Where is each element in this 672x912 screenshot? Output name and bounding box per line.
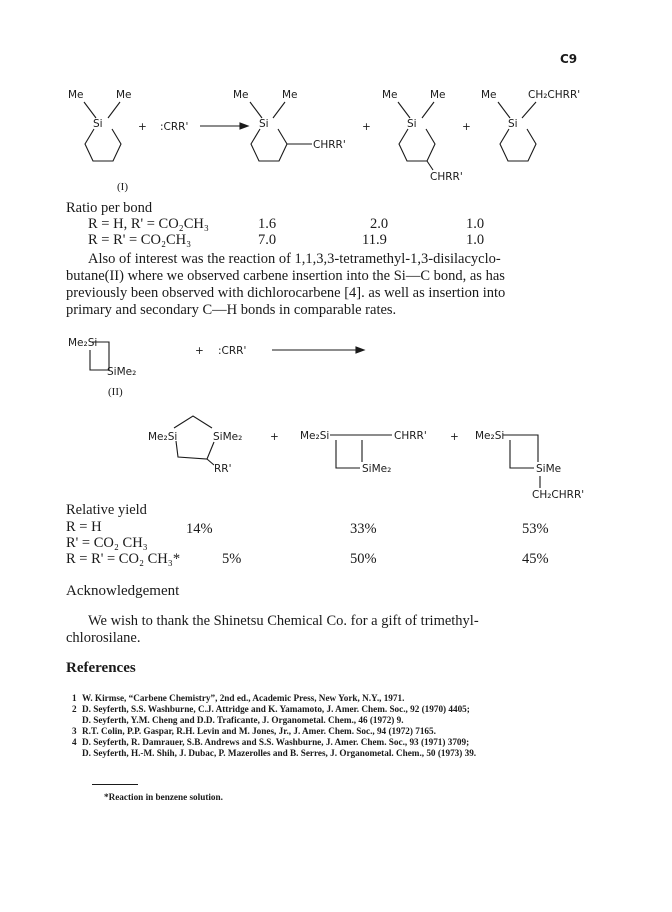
silicon-label: Si bbox=[259, 118, 269, 130]
yield-heading: Relative yield bbox=[66, 502, 147, 518]
yield-value: 33% bbox=[350, 521, 377, 537]
silicon-label: Si bbox=[407, 118, 417, 130]
ratio-heading: Ratio per bond bbox=[66, 200, 153, 216]
substituent-label: SiMe₂ bbox=[107, 366, 137, 378]
ratio-value: 2.0 bbox=[370, 216, 389, 232]
yield-row-label: R = R' = CO₂ CH₃* bbox=[66, 551, 181, 567]
acknowledgement-line: We wish to thank the Shinetsu Chemical Co. for a gift of trimethyl- bbox=[88, 613, 479, 629]
yield-value: 53% bbox=[522, 521, 549, 537]
methyl-label: Me bbox=[282, 89, 298, 101]
carbene-label: :CRR' bbox=[218, 345, 247, 357]
substituent-label: CH₂CHRR' bbox=[528, 89, 581, 101]
acknowledgement-heading: Acknowledgement bbox=[66, 583, 180, 599]
substituent-label: Me₂Si bbox=[68, 337, 98, 349]
reference-line: W. Kirmse, “Carbene Chemistry”, 2nd ed., Academic Press, New York, N.Y., 1971. bbox=[82, 693, 405, 703]
reference-line: R.T. Colin, P.P. Gaspar, R.H. Levin and M. Jones, Jr., J. Amer. Chem. Soc., 94 (1972) 7165. bbox=[82, 726, 436, 736]
substituent-label: CHRR' bbox=[430, 171, 463, 183]
compound-label-i: (I) bbox=[117, 181, 128, 193]
ratio-row-label: R = R' = CO₂CH₃ bbox=[88, 232, 192, 248]
ratio-value: 1.0 bbox=[466, 216, 485, 232]
methyl-label: Me bbox=[233, 89, 249, 101]
methyl-label: Me bbox=[68, 89, 84, 101]
methyl-label: Me bbox=[430, 89, 446, 101]
methyl-label: Me bbox=[382, 89, 398, 101]
methyl-label: Me bbox=[116, 89, 132, 101]
substituent-label: Me₂Si bbox=[300, 430, 330, 442]
acknowledgement-line: chlorosilane. bbox=[66, 630, 141, 646]
substituent-label: RR' bbox=[214, 463, 232, 475]
silicon-label: Si bbox=[93, 118, 103, 130]
reference-line: D. Seyferth, R. Damrauer, S.B. Andrews and S.S. Washburne, J. Amer. Chem. Soc., 93 (1971) 3709; bbox=[82, 737, 470, 747]
ratio-value: 1.0 bbox=[466, 232, 485, 248]
ratio-row-label: R = H, R' = CO₂CH₃ bbox=[88, 216, 209, 232]
paragraph-line: previously been observed with dichlorocarbene [4]. as well as insertion into bbox=[66, 285, 506, 301]
substituent-label: SiMe₂ bbox=[362, 463, 392, 475]
reference-line: D. Seyferth, S.S. Washburne, C.J. Attridge and K. Yamamoto, J. Amer. Chem. Soc., 92 (1970) 4405; bbox=[82, 704, 470, 714]
plus-sign: + bbox=[462, 121, 471, 133]
yield-value: 45% bbox=[522, 551, 549, 567]
footnote: *Reaction in benzene solution. bbox=[104, 792, 223, 802]
yield-row-label: R = H bbox=[66, 519, 102, 535]
substituent-label: SiMe bbox=[536, 463, 562, 475]
plus-sign: + bbox=[270, 431, 279, 443]
yield-value: 5% bbox=[222, 551, 242, 567]
yield-value: 50% bbox=[350, 551, 377, 567]
substituent-label: Me₂Si bbox=[475, 430, 505, 442]
ratio-value: 7.0 bbox=[258, 232, 277, 248]
plus-sign: + bbox=[362, 121, 371, 133]
substituent-label: CHRR' bbox=[394, 430, 427, 442]
reference-number: 1 bbox=[72, 693, 77, 703]
plus-sign: + bbox=[138, 121, 147, 133]
paragraph-line: Also of interest was the reaction of 1,1,3,3-tetramethyl-1,3-disilacyclo- bbox=[88, 251, 501, 267]
substituent-label: CH₂CHRR' bbox=[532, 489, 585, 501]
methyl-label: Me bbox=[481, 89, 497, 101]
compound-label-ii: (II) bbox=[108, 386, 123, 398]
reference-number: 4 bbox=[72, 737, 77, 747]
silicon-label: Si bbox=[508, 118, 518, 130]
plus-sign: + bbox=[195, 345, 204, 357]
ratio-value: 1.6 bbox=[258, 216, 277, 232]
substituent-label: SiMe₂ bbox=[213, 431, 243, 443]
plus-sign: + bbox=[450, 431, 459, 443]
substituent-label: Me₂Si bbox=[148, 431, 178, 443]
reference-number: 3 bbox=[72, 726, 77, 736]
substituent-label: CHRR' bbox=[313, 139, 346, 151]
reference-line: D. Seyferth, H.-M. Shih, J. Dubac, P. Mazerolles and B. Serres, J. Organometal. Chem., 50 (1973) 39. bbox=[82, 748, 477, 758]
reference-number: 2 bbox=[72, 704, 77, 714]
reference-line: D. Seyferth, Y.M. Cheng and D.D. Traficante, J. Organometal. Chem., 46 (1972) 9. bbox=[82, 715, 404, 725]
paragraph-line: primary and secondary C—H bonds in comparable rates. bbox=[66, 302, 397, 318]
yield-row-label: R' = CO₂ CH₃ bbox=[66, 535, 148, 551]
paragraph-line: butane(II) where we observed carbene insertion into the Si—C bond, as has bbox=[66, 268, 505, 284]
ratio-value: 11.9 bbox=[362, 232, 387, 248]
yield-value: 14% bbox=[186, 521, 213, 537]
footnote-rule bbox=[92, 784, 138, 785]
references-heading: References bbox=[66, 660, 136, 676]
page-number: C9 bbox=[560, 52, 578, 66]
carbene-label: :CRR' bbox=[160, 121, 189, 133]
